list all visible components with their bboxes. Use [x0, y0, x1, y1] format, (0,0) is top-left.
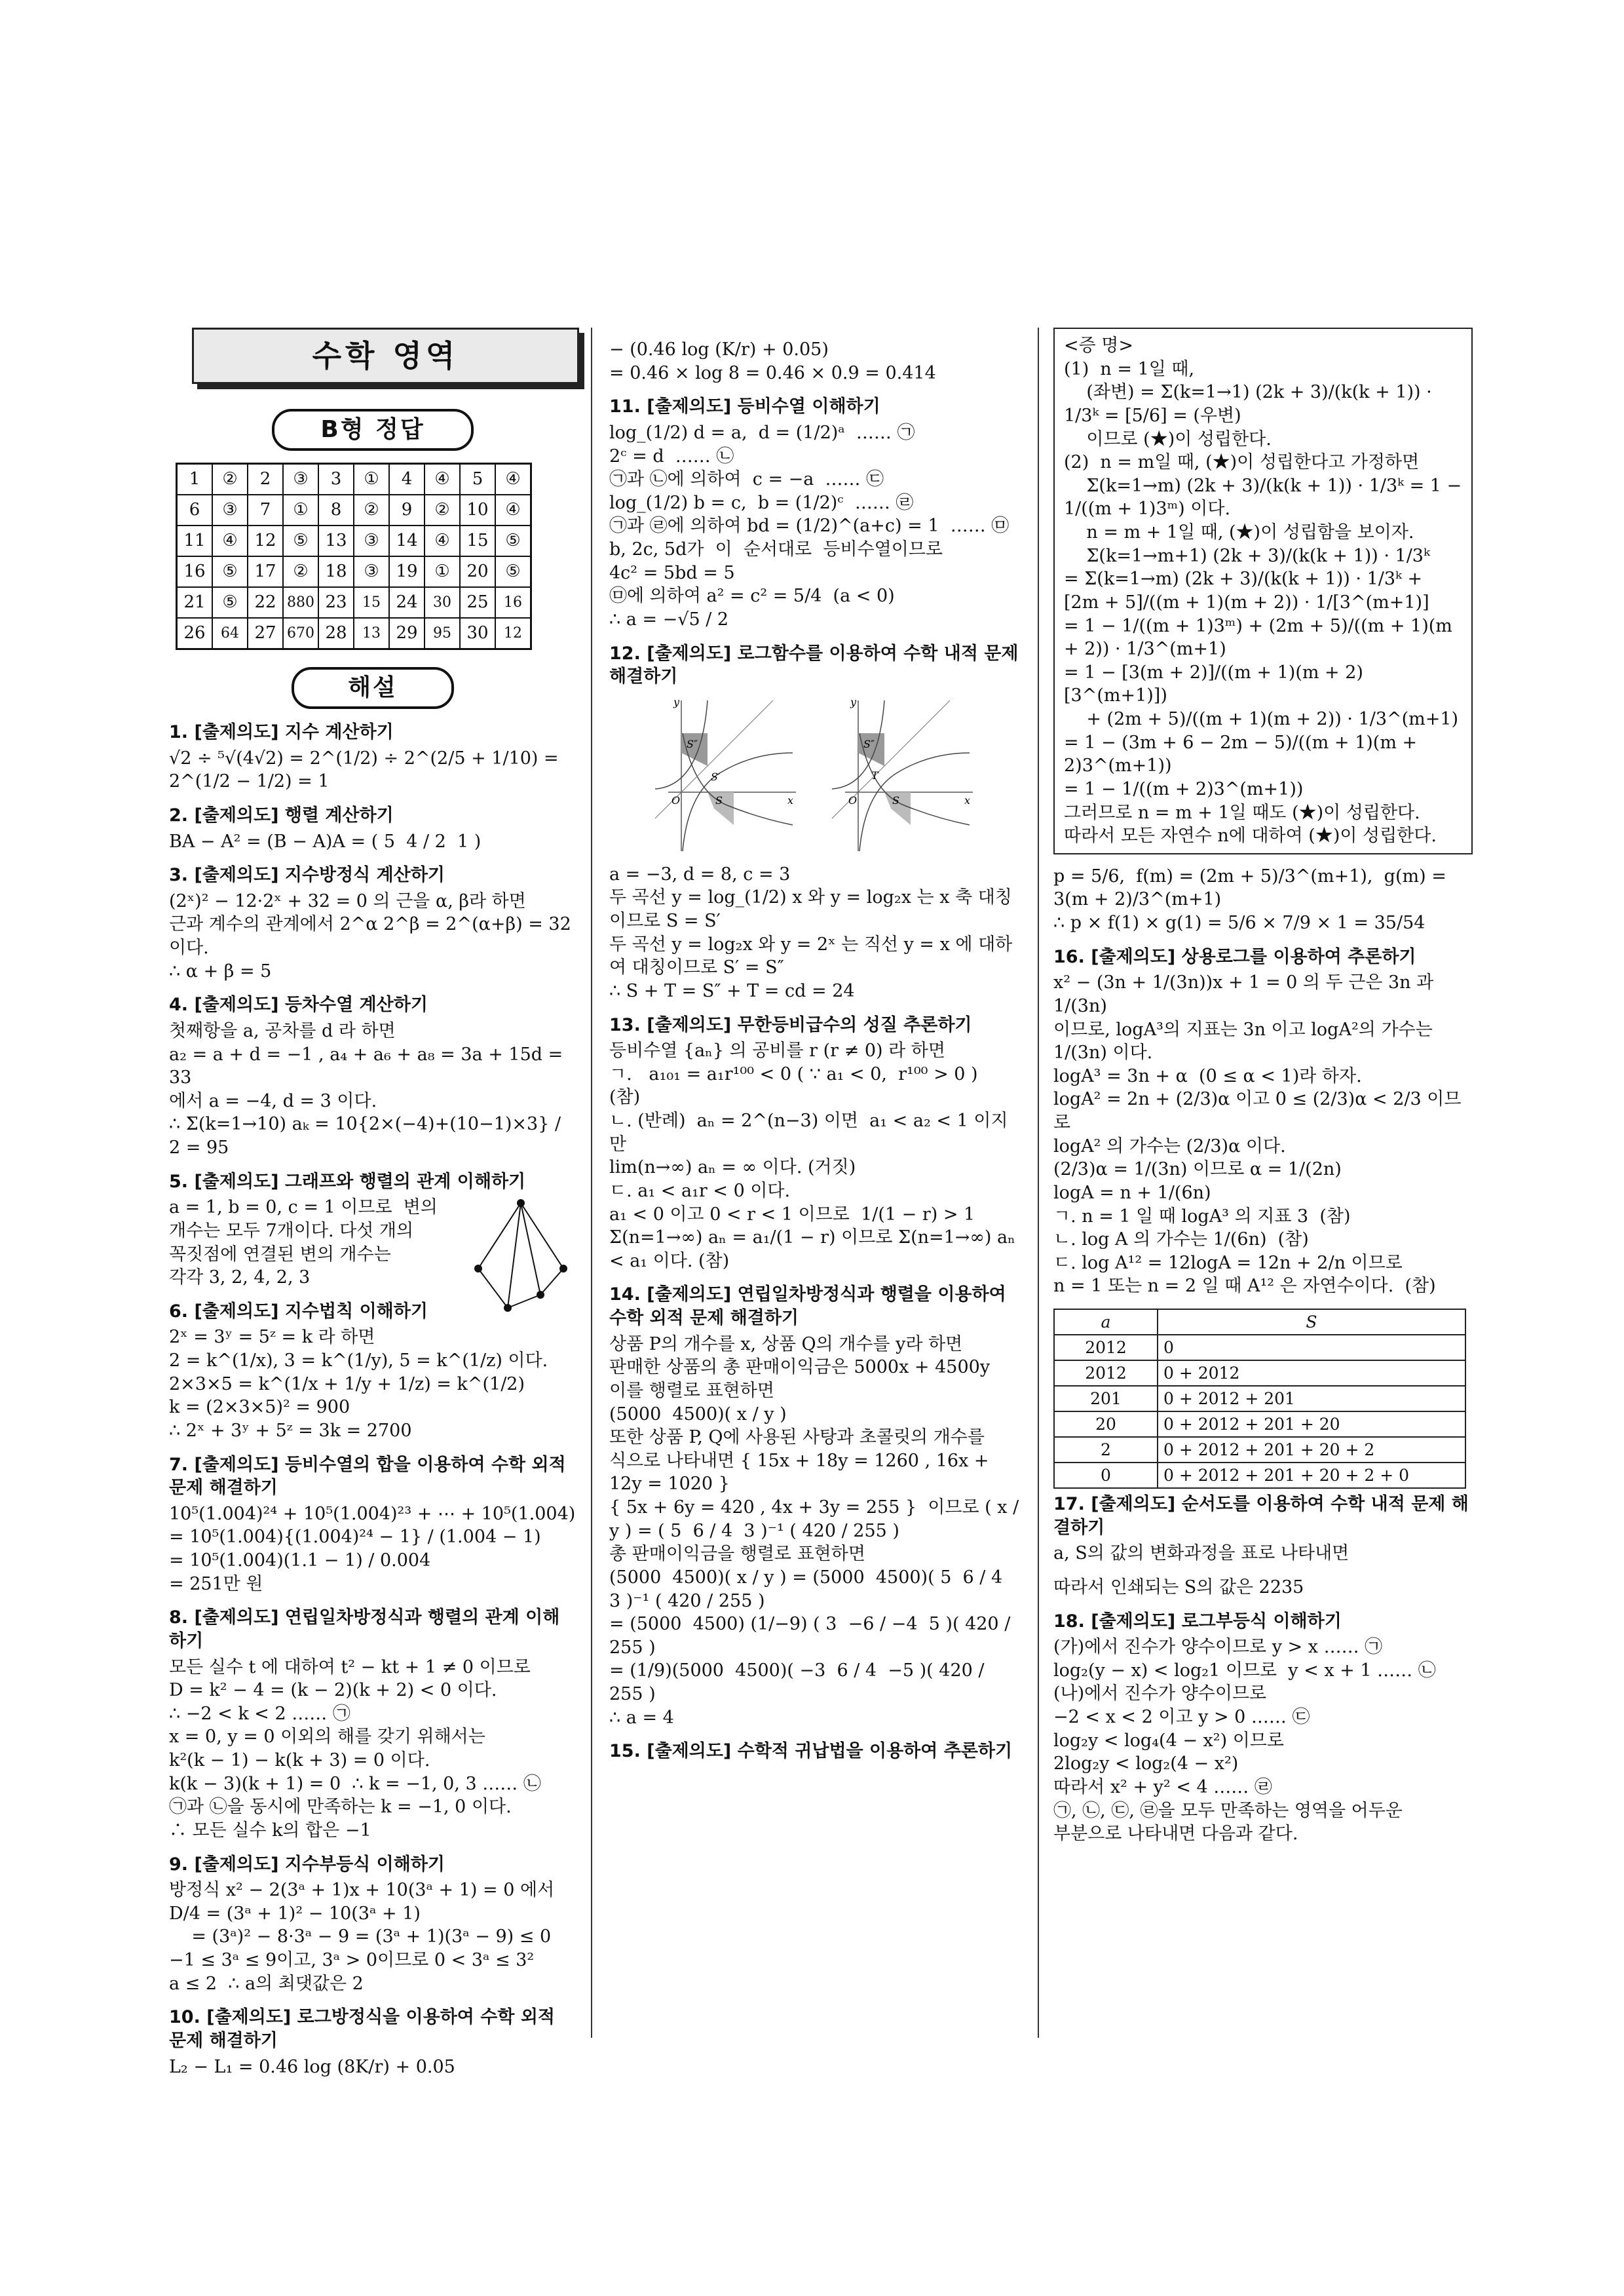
answer-value: ④ — [495, 464, 531, 495]
answer-value: 30 — [425, 587, 460, 618]
solution-line: k²(k − 1) − k(k + 3) = 0 이다. — [169, 1750, 430, 1770]
question-number: 9 — [389, 495, 425, 526]
table-row — [1054, 1386, 1465, 1411]
solution-line: = (3ᵃ)² − 8·3ᵃ − 9 = (3ᵃ + 1)(3ᵃ − 9) ≤ 0 — [169, 1926, 552, 1947]
answer-value: ④ — [425, 464, 460, 495]
solution-line: ㄷ. log A¹² = 12logA = 12n + 2/n 이므로 — [1053, 1252, 1403, 1273]
answer-value: 12 — [495, 618, 531, 649]
question-number: 12 — [248, 526, 283, 556]
solution-section — [169, 993, 576, 1159]
graph-edge — [540, 1269, 563, 1295]
section-title: 9. [출제의도] 지수부등식 이해하기 — [169, 1854, 445, 1875]
solution-line: − (0.46 log (K/r) + 0.05) — [609, 339, 829, 360]
question-number: 6 — [177, 495, 213, 526]
section-title: 10. [출제의도] 로그방정식을 이용하여 수학 외적 문제 해결하기 — [169, 2007, 555, 2051]
table-row — [1054, 1437, 1465, 1463]
solution-line: lim(n→∞) aₙ = ∞ 이다. (거짓) — [609, 1157, 856, 1178]
table-cell: 0 + 2012 + 201 — [1158, 1386, 1465, 1411]
table-cell: 0 + 2012 + 201 + 20 — [1158, 1411, 1465, 1437]
answer-value: ② — [425, 495, 460, 526]
graph-edge — [508, 1295, 540, 1308]
solution-line: 4c² = 5bd = 5 — [609, 562, 735, 583]
answer-value: 16 — [495, 587, 531, 618]
solution-line: p = 5/6, f(m) = (2m + 5)/3^(m+1), g(m) = 3(m + 2)/3^(m+1) — [1053, 866, 1452, 910]
proof-line: = 1 − 1/((m + 2)3^(m+1)) — [1064, 778, 1304, 799]
solution-line: 두 곡선 y = log_(1/2) x 와 y = log₂x 는 x 축 대칭이므로 S = S′ — [609, 887, 1012, 931]
table-cell: 0 + 2012 + 201 + 20 + 2 — [1158, 1437, 1465, 1463]
question-number: 1 — [177, 464, 213, 495]
solution-line: 식으로 나타내면 { 15x + 18y = 1260 , 16x + 12y = 1020 } — [609, 1450, 995, 1495]
solution-line: D/4 = (3ᵃ + 1)² − 10(3ᵃ + 1) — [169, 1903, 421, 1924]
solution-line: 2ᶜ = d …… ㉡ — [609, 446, 734, 467]
solution-line: k(k − 3)(k + 1) = 0 ∴ k = −1, 0, 3 …… ㉡ — [169, 1773, 541, 1794]
solution-line: = (1/9)(5000 4500)( −3 6 / 4 −5 )( 420 / 255 ) — [609, 1660, 991, 1704]
solution-line: x² − (3n + 1/(3n))x + 1 = 0 의 두 근은 3n 과 1/(3n) — [1053, 972, 1439, 1016]
graph-label: x — [964, 794, 971, 807]
answer-value: ① — [425, 556, 460, 587]
solution-line: = 251만 원 — [169, 1573, 263, 1594]
graph-label: x — [787, 794, 794, 807]
section-title: 4. [출제의도] 등차수열 계산하기 — [169, 995, 428, 1016]
solution-line: ∴ p × f(1) × g(1) = 5/6 × 7/9 × 1 = 35/54 — [1053, 913, 1426, 933]
solution-line: ㄱ. a₁₀₁ = a₁r¹⁰⁰ < 0 ( ∵ a₁ < 0, r¹⁰⁰ > 0 ) — [609, 1063, 978, 1084]
solution-line: 판매한 상품의 총 판매이익금은 5000x + 4500y — [609, 1357, 991, 1378]
answer-value: 670 — [283, 618, 318, 649]
section-title: 6. [출제의도] 지수법칙 이해하기 — [169, 1301, 428, 1322]
question-number: 23 — [318, 587, 354, 618]
answer-value: ③ — [354, 526, 389, 556]
section-title: 18. [출제의도] 로그부등식 이해하기 — [1053, 1611, 1342, 1632]
solution-line: ㉤에 의하여 a² = c² = 5/4 (a < 0) — [609, 586, 895, 607]
answer-row — [177, 618, 531, 649]
answer-value: ⑤ — [283, 526, 318, 556]
solution-line: logA = n + 1/(6n) — [1053, 1182, 1211, 1203]
section-title: 8. [출제의도] 연립일차방정식과 행렬의 관계 이해하기 — [169, 1607, 560, 1651]
solution-line: 2 = k^(1/x), 3 = k^(1/y), 5 = k^(1/z) 이다. — [169, 1350, 548, 1371]
graph-vertex — [517, 1199, 525, 1207]
table-header: a — [1054, 1309, 1158, 1335]
table-cell: 20 — [1054, 1411, 1158, 1437]
solution-line: a ≤ 2 ∴ a의 최댓값은 2 — [169, 1973, 364, 1994]
solution-section — [609, 1014, 1023, 1273]
question-number: 26 — [177, 618, 213, 649]
section-title: 17. [출제의도] 순서도를 이용하여 수학 내적 문제 해결하기 — [1053, 1494, 1469, 1538]
question-number: 25 — [460, 587, 495, 618]
section-title: 16. [출제의도] 상용로그를 이용하여 추론하기 — [1053, 946, 1416, 967]
section-title: 3. [출제의도] 지수방정식 계산하기 — [169, 865, 445, 886]
graph-label: S′ — [711, 770, 721, 783]
log-graph — [642, 694, 799, 858]
solution-line: logA³ = 3n + α (0 ≤ α < 1)라 하자. — [1053, 1065, 1362, 1086]
solution-line: log_(1/2) d = a, d = (1/2)ᵃ …… ㉠ — [609, 422, 915, 443]
proof-line: = 1 − 1/((m + 1)3ᵐ) + (2m + 5)/((m + 1)(m + 2)) · 1/3^(m+1) — [1064, 615, 1458, 660]
table-cell: 2012 — [1054, 1360, 1158, 1386]
solution-line: 부분으로 나타내면 다음과 같다. — [1053, 1824, 1298, 1845]
solution-line: 2ˣ = 3ʸ = 5ᶻ = k 라 하면 — [169, 1327, 375, 1348]
graph-edge — [521, 1203, 540, 1295]
proof-line: Σ(k=1→m+1) (2k + 3)/(k(k + 1)) · 1/3ᵏ — [1064, 545, 1430, 566]
solution-line: D = k² − 4 = (k − 2)(k + 2) < 0 이다. — [169, 1680, 497, 1701]
solution-line: logA² 의 가수는 (2/3)α 이다. — [1053, 1136, 1286, 1157]
table-row — [1054, 1411, 1465, 1437]
solution-line: ∴ α + β = 5 — [169, 961, 272, 982]
proof-line: Σ(k=1→m) (2k + 3)/(k(k + 1)) · 1/3ᵏ = 1 − 1/((m + 1)3ᵐ) 이다. — [1064, 475, 1467, 520]
solution-line: 각각 3, 2, 4, 2, 3 — [169, 1267, 311, 1288]
solution-line: ∴ S + T = S″ + T = cd = 24 — [609, 980, 855, 1001]
solution-line: ㉠과 ㉡에 의하여 c = −a …… ㉢ — [609, 469, 884, 490]
question-number: 21 — [177, 587, 213, 618]
solution-line: −2 < x < 2 이고 y > 0 …… ㉢ — [1053, 1707, 1310, 1727]
section-title: 15. [출제의도] 수학적 귀납법을 이용하여 추론하기 — [609, 1741, 1013, 1762]
solution-line: 첫째항을 a, 공차를 d 라 하면 — [169, 1020, 396, 1041]
proof-box — [1053, 328, 1473, 854]
solution-line: ㄷ. a₁ < a₁r < 0 이다. — [609, 1180, 791, 1201]
section-title: 7. [출제의도] 등비수열의 합을 이용하여 수학 외적 문제 해결하기 — [169, 1454, 566, 1499]
solution-line: 에서 a = −4, d = 3 이다. — [169, 1090, 377, 1111]
answer-value: ② — [283, 556, 318, 587]
proof-line: 이므로 (★)이 성립한다. — [1064, 429, 1272, 450]
question-number: 28 — [318, 618, 354, 649]
graph-label: y — [850, 695, 857, 708]
section-title: 11. [출제의도] 등비수열 이해하기 — [609, 396, 880, 417]
question-number: 11 — [177, 526, 213, 556]
page-title: 수학 영역 — [192, 328, 579, 384]
solution-line: a₂ = a + d = −1 , a₄ + a₆ + a₈ = 3a + 15d = 33 — [169, 1044, 569, 1088]
answer-value: 15 — [354, 587, 389, 618]
log-curve — [683, 753, 793, 851]
proof-line: = 1 − [3(m + 2)]/((m + 1)(m + 2)[3^(m+1)]) — [1064, 662, 1363, 706]
solution-line: log₂y < log₄(4 − x²) 이므로 — [1053, 1730, 1284, 1751]
solution-line: ㉠, ㉡, ㉢, ㉣을 모두 만족하는 영역을 어두운 — [1053, 1800, 1403, 1821]
solution-line: 상품 P의 개수를 x, 상품 Q의 개수를 y라 하면 — [609, 1333, 963, 1354]
question-number: 4 — [389, 464, 425, 495]
graph-label: O — [671, 794, 681, 807]
solution-line: ∴ −2 < k < 2 …… ㉠ — [169, 1703, 350, 1724]
solution-line: = 10⁵(1.004){(1.004)²⁴ − 1} / (1.004 − 1) — [169, 1527, 541, 1548]
solution-line: ∴ 모든 실수 k의 합은 −1 — [169, 1820, 371, 1841]
answer-row — [177, 464, 531, 495]
table-header: S — [1158, 1309, 1465, 1335]
solution-line: a = −3, d = 8, c = 3 — [609, 864, 791, 885]
solution-line: ∴ Σ(k=1→10) aₖ = 10{2×(−4)+(10−1)×3} / 2 = 95 — [169, 1114, 567, 1158]
table-row — [1054, 1335, 1465, 1360]
log-graphs — [642, 694, 1023, 858]
question-number: 3 — [318, 464, 354, 495]
solution-line: (나)에서 진수가 양수이므로 — [1053, 1683, 1267, 1704]
solution-line: logA² = 2n + (2/3)α 이고 0 ≤ (2/3)α < 2/3 이므로 — [1053, 1089, 1462, 1133]
solution-line: 방정식 x² − 2(3ᵃ + 1)x + 10(3ᵃ + 1) = 0 에서 — [169, 1880, 555, 1901]
answer-value: 64 — [212, 618, 248, 649]
solution-section — [1053, 1610, 1473, 1846]
answer-row — [177, 526, 531, 556]
question-number: 7 — [248, 495, 283, 526]
solution-line: (5000 4500)( x / y ) = (5000 4500)( 5 6 / 4 3 )⁻¹ ( 420 / 255 ) — [609, 1567, 1014, 1611]
proof-line: n = m + 1일 때, (★)이 성립함을 보이자. — [1064, 522, 1414, 543]
solution-line: BA − A² = (B − A)A = ( 5 4 / 2 1 ) — [169, 831, 482, 852]
section-title: 12. [출제의도] 로그함수를 이용하여 수학 내적 문제 해결하기 — [609, 643, 1019, 687]
solution-line: 근과 계수의 관계에서 2^α 2^β = 2^(α+β) = 32 이다. — [169, 914, 577, 958]
graph-vertex — [559, 1265, 567, 1272]
solution-line: 2×3×5 = k^(1/x + 1/y + 1/z) = k^(1/2) — [169, 1373, 525, 1394]
solution-line: (참) — [609, 1087, 641, 1108]
question-number: 14 — [389, 526, 425, 556]
graph-label: O — [848, 794, 858, 807]
proof-line: (1) n = 1일 때, — [1064, 358, 1195, 379]
solution-line: ㄱ. n = 1 일 때 logA³ 의 지표 3 (참) — [1053, 1206, 1351, 1227]
question-number: 22 — [248, 587, 283, 618]
solution-line: 또한 상품 P, Q에 사용된 사탕과 초콜릿의 개수를 — [609, 1427, 985, 1448]
question-number: 18 — [318, 556, 354, 587]
solution-line: L₂ − L₁ = 0.46 log (8K/r) + 0.05 — [169, 2056, 455, 2077]
proof-line: + (2m + 5)/((m + 1)(m + 2)) · 1/3^(m+1) — [1064, 709, 1459, 729]
solution-line: = (5000 4500) (1/−9) ( 3 −6 / −4 5 )( 420 / 255 ) — [609, 1614, 1016, 1658]
solution-line: 따라서 x² + y² < 4 …… ㉣ — [1053, 1776, 1272, 1797]
graph-vertex — [537, 1291, 544, 1299]
table-cell: 0 — [1158, 1335, 1465, 1360]
solution-section — [609, 338, 1023, 385]
graph-label: S″ — [687, 737, 698, 750]
solution-line: 두 곡선 y = log₂x 와 y = 2ˣ 는 직선 y = x 에 대하여 대칭이므로 S′ = S″ — [609, 934, 1013, 978]
solution-section — [169, 721, 576, 794]
log-graph — [819, 694, 976, 858]
answer-value: ⑤ — [495, 526, 531, 556]
solution-section — [169, 1853, 576, 1996]
question-number: 8 — [318, 495, 354, 526]
answer-value: ⑤ — [212, 556, 248, 587]
answer-value: ② — [354, 495, 389, 526]
table-row — [1054, 1463, 1465, 1488]
solution-section — [1053, 946, 1473, 1298]
solution-section — [169, 1606, 576, 1842]
solution-line: log₂(y − x) < log₂1 이므로 y < x + 1 …… ㉡ — [1053, 1660, 1436, 1681]
table-cell: 201 — [1054, 1386, 1158, 1411]
answer-value: ⑤ — [212, 587, 248, 618]
proof-line: 그러므로 n = m + 1일 때도 (★)이 성립한다. — [1064, 802, 1420, 823]
graph-diagram — [472, 1196, 570, 1314]
question-number: 24 — [389, 587, 425, 618]
trace-table — [1053, 1309, 1466, 1489]
proof-line: = 1 − (3m + 6 − 2m − 5)/((m + 1)(m + 2)3^(m+1)) — [1064, 732, 1423, 776]
answer-value: ④ — [495, 495, 531, 526]
solution-section — [169, 804, 576, 853]
solution-section — [169, 1170, 576, 1290]
graph-label: T — [871, 769, 878, 782]
solution-section — [1053, 1309, 1473, 1565]
graph-vertex — [504, 1304, 512, 1312]
answer-value: ③ — [354, 556, 389, 587]
answer-value: 13 — [354, 618, 389, 649]
answer-row — [177, 495, 531, 526]
solution-line: ∴ a = 4 — [609, 1707, 674, 1728]
solution-line: 10⁵(1.004)²⁴ + 10⁵(1.004)²³ + ⋯ + 10⁵(1.004) — [169, 1503, 576, 1524]
solution-section — [169, 864, 576, 983]
answer-value: ② — [212, 464, 248, 495]
solution-line: 모든 실수 t 에 대하여 t² − kt + 1 ≠ 0 이므로 — [169, 1656, 531, 1677]
answer-value: ④ — [425, 526, 460, 556]
solution-line: 이를 행렬로 표현하면 — [609, 1380, 774, 1401]
graph-label: S — [715, 794, 723, 807]
solution-line: √2 ÷ ⁵√(4√2) = 2^(1/2) ÷ 2^(2/5 + 1/10) = 2^(1/2 − 1/2) = 1 — [169, 748, 565, 792]
question-number: 19 — [389, 556, 425, 587]
graph-edge — [478, 1269, 508, 1308]
solution-line: x = 0, y = 0 이외의 해를 갖기 위해서는 — [169, 1727, 485, 1748]
answer-value: ① — [283, 495, 318, 526]
answer-value: ① — [354, 464, 389, 495]
solution-section — [609, 1740, 1023, 1763]
proof-line: (2) n = m일 때, (★)이 성립한다고 가정하면 — [1064, 452, 1420, 473]
solution-heading: 해설 — [292, 667, 454, 709]
proof-line: (좌변) = Σ(k=1→1) (2k + 3)/(k(k + 1)) · 1/3ᵏ = [5/6] = (우변) — [1064, 382, 1438, 426]
answer-value: ⑤ — [495, 556, 531, 587]
section-title: 1. [출제의도] 지수 계산하기 — [169, 722, 394, 742]
graph-label: S — [892, 794, 899, 807]
graph-label: y — [673, 695, 680, 708]
answer-row — [177, 587, 531, 618]
solution-line: ㄴ. (반례) aₙ = 2^(n−3) 이면 a₁ < a₂ < 1 이지만 — [609, 1111, 1008, 1155]
solution-section — [1053, 1576, 1473, 1599]
solution-section — [609, 642, 1023, 1003]
solution-line: Σ(n=1→∞) aₙ = a₁/(1 − r) 이므로 Σ(n=1→∞) aₙ < a₁ 이다. (참) — [609, 1227, 1021, 1271]
solution-line: −1 ≤ 3ᵃ ≤ 9이고, 3ᵃ > 0이므로 0 < 3ᵃ ≤ 3² — [169, 1950, 535, 1970]
answer-table — [176, 463, 532, 650]
solution-line: 따라서 인쇄되는 S의 값은 2235 — [1053, 1577, 1304, 1598]
question-number: 17 — [248, 556, 283, 587]
question-number: 29 — [389, 618, 425, 649]
proof-heading: <증 명> — [1064, 335, 1133, 356]
solution-line: 이므로, logA³의 지표는 3n 이고 logA²의 가수는 1/(3n) 이다. — [1053, 1019, 1439, 1063]
solution-line: ∴ 2ˣ + 3ʸ + 5ᶻ = 3k = 2700 — [169, 1420, 412, 1441]
solution-line: (5000 4500)( x / y ) — [609, 1404, 787, 1425]
solution-line: (2/3)α = 1/(3n) 이므로 α = 1/(2n) — [1053, 1159, 1342, 1180]
graph-edge — [508, 1203, 521, 1308]
solution-line: k = (2×3×5)² = 900 — [169, 1397, 350, 1418]
question-number: 30 — [460, 618, 495, 649]
solution-line: 2log₂y < log₂(4 − x²) — [1053, 1753, 1239, 1774]
table-row — [1054, 1360, 1465, 1386]
section-title: 2. [출제의도] 행렬 계산하기 — [169, 805, 394, 826]
answer-value: 880 — [283, 587, 318, 618]
solution-line: 등비수열 {aₙ} 의 공비를 r (r ≠ 0) 라 하면 — [609, 1041, 945, 1062]
question-number: 5 — [460, 464, 495, 495]
table-cell: 2 — [1054, 1437, 1158, 1463]
solution-section — [169, 2006, 576, 2078]
solution-line: = 10⁵(1.004)(1.1 − 1) / 0.004 — [169, 1550, 431, 1571]
solution-line: { 5x + 6y = 420 , 4x + 3y = 255 } 이므로 ( x / y ) = ( 5 6 / 4 3 )⁻¹ ( 420 / 255 ) — [609, 1497, 1025, 1541]
solution-line: a₁ < 0 이고 0 < r < 1 이므로 1/(1 − r) > 1 — [609, 1204, 975, 1225]
answer-value: ③ — [212, 495, 248, 526]
question-number: 2 — [248, 464, 283, 495]
solution-section — [609, 1283, 1023, 1729]
question-number: 16 — [177, 556, 213, 587]
graph-label: S″ — [863, 737, 875, 750]
solution-line: b, 2c, 5d가 이 순서대로 등비수열이므로 — [609, 539, 943, 560]
solution-section — [169, 1300, 576, 1443]
solution-line: a, S의 값의 변화과정을 표로 나타내면 — [1053, 1543, 1350, 1564]
solution-line: ㄴ. log A 의 가수는 1/(6n) (참) — [1053, 1229, 1309, 1250]
answer-heading: B형 정답 — [272, 409, 474, 451]
solution-line: ∴ a = −√5 / 2 — [609, 609, 729, 630]
answer-row — [177, 556, 531, 587]
solution-line: 총 판매이익금을 행렬로 표현하면 — [609, 1544, 865, 1565]
answer-value: ③ — [283, 464, 318, 495]
solution-line: n = 1 또는 n = 2 일 때 A¹² 은 자연수이다. (참) — [1053, 1276, 1436, 1297]
section-title: 14. [출제의도] 연립일차방정식과 행렬을 이용하여 수학 외적 문제 해결하기 — [609, 1284, 1006, 1328]
solution-section — [609, 395, 1023, 631]
solution-line: (2ˣ)² − 12·2ˣ + 32 = 0 의 근을 α, β라 하면 — [169, 890, 526, 911]
table-cell: 2012 — [1054, 1335, 1158, 1360]
question-number: 20 — [460, 556, 495, 587]
solution-line: a = 1, b = 0, c = 1 이므로 변의 — [169, 1197, 438, 1218]
section-title: 5. [출제의도] 그래프와 행렬의 관계 이해하기 — [169, 1171, 526, 1192]
answer-value: ④ — [212, 526, 248, 556]
proof-line: = Σ(k=1→m) (2k + 3)/(k(k + 1)) · 1/3ᵏ + [2m + 5]/((m + 1)(m + 2)) · 1/[3^(m+1)] — [1064, 569, 1429, 613]
log-curve — [859, 753, 970, 851]
solution-section — [169, 1453, 576, 1596]
solution-line: 꼭짓점에 연결된 변의 개수는 — [169, 1244, 391, 1265]
solution-line: ㉠과 ㉣에 의하여 bd = (1/2)^(a+c) = 1 …… ㉤ — [609, 516, 1010, 537]
solution-line: 개수는 모두 7개이다. 다섯 개의 — [169, 1220, 414, 1241]
question-number: 27 — [248, 618, 283, 649]
question-number: 10 — [460, 495, 495, 526]
solution-line: = 0.46 × log 8 = 0.46 × 0.9 = 0.414 — [609, 362, 936, 383]
question-number: 13 — [318, 526, 354, 556]
question-number: 15 — [460, 526, 495, 556]
solution-line: log_(1/2) b = c, b = (1/2)ᶜ …… ㉣ — [609, 492, 914, 513]
graph-vertex — [474, 1265, 482, 1272]
table-cell: 0 — [1054, 1463, 1158, 1488]
answer-value: 95 — [425, 618, 460, 649]
proof-line: 따라서 모든 자연수 n에 대하여 (★)이 성립한다. — [1064, 826, 1437, 847]
solution-section — [1053, 865, 1473, 935]
solution-line: (가)에서 진수가 양수이므로 y > x …… ㉠ — [1053, 1637, 1383, 1658]
table-cell: 0 + 2012 + 201 + 20 + 2 + 0 — [1158, 1463, 1465, 1488]
solution-line: ㉠과 ㉡을 동시에 만족하는 k = −1, 0 이다. — [169, 1797, 512, 1818]
section-title: 13. [출제의도] 무한등비급수의 성질 추론하기 — [609, 1014, 972, 1035]
table-cell: 0 + 2012 — [1158, 1360, 1465, 1386]
